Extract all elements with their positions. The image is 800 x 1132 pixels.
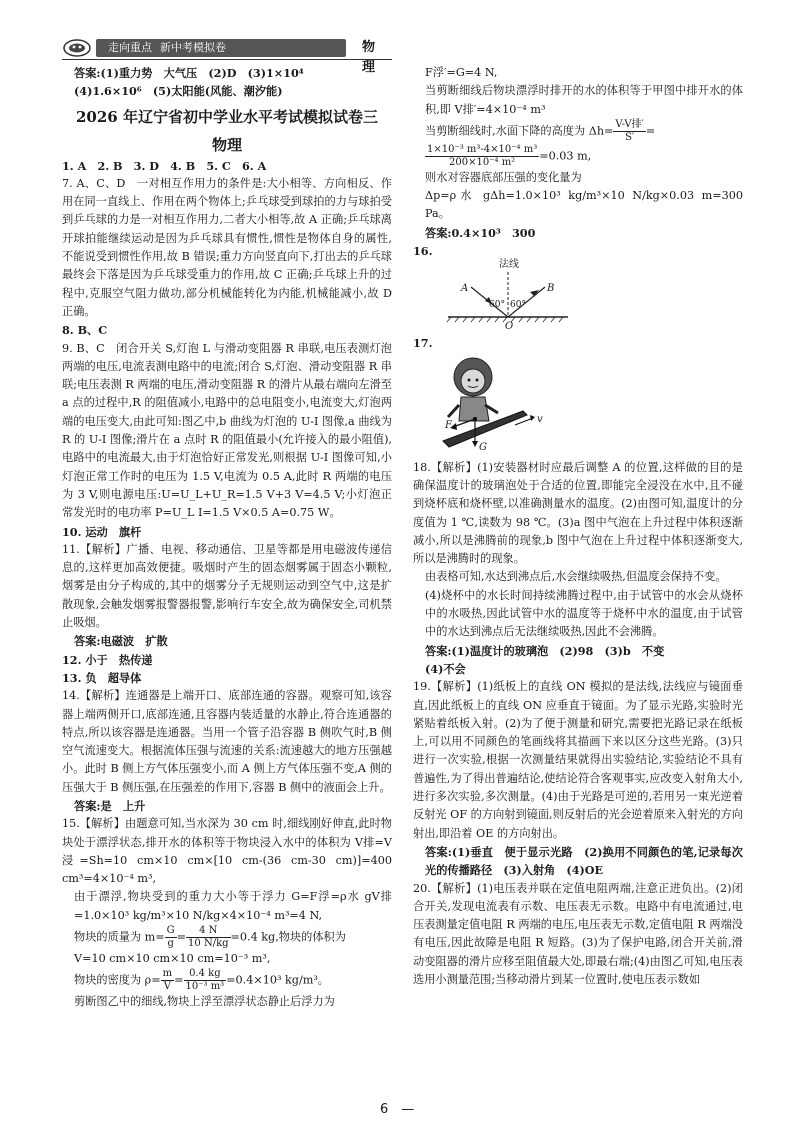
q15-cont-2: 当剪断细线后物块漂浮时排开的水的体积等于甲图中排开水的体积,即 V排′=4×10⁻⁴ m³ <box>425 84 743 116</box>
q15-mass-line <box>62 925 392 950</box>
q11-answer: 答案:电磁波 扩散 <box>74 634 168 649</box>
point-o-label: O <box>505 321 514 333</box>
prev-answer-line-2: (4)1.6×10⁶ (5)太阳能(风能、潮汐能) <box>74 84 283 99</box>
subject-label: 物理 <box>362 40 376 75</box>
fraction-denominator: 10⁻³ m³ <box>185 981 225 993</box>
fraction-denominator: S′ <box>625 131 635 143</box>
q15-mass-suffix: =0.4 kg,物块的体积为 <box>230 930 346 944</box>
fraction-numerator: 1×10⁻³ m³-4×10⁻⁴ m³ <box>427 143 538 155</box>
fraction-m-over-v <box>161 968 174 993</box>
equals-sign: = <box>645 124 656 138</box>
page-number: 6 — <box>380 1102 415 1117</box>
q12-answer: 12. 小于 热传递 <box>62 652 153 667</box>
q14-solution: 14.【解析】连通器是上端开口、底部连通的容器。观察可知,该容器上端两侧开口,底部连通,且容器内装适量的水静止,符合连通器的特点,所以该容器是连通器。当用一个管子沿容器 B 侧吹气时,B 侧空气流速变大。根据流体压强与流速的关系:流速越大的地方压强越小。此时 B 侧上方气体压强变小,而 A 侧上方气体压强不变,A 侧的压强大于 B 侧压强,在压强差的作用下,容器 B 侧中的液面会上升。 <box>62 689 392 794</box>
fraction-denominator: 200×10⁻⁴ m² <box>449 156 516 168</box>
q18-solution-c: (4)烧杯中的水长时间持续沸腾过程中,由于试管中的水会从烧杯中的水吸热,因此试管中水的温度等于烧杯中水的温度,由于试管中的水达到沸点后无法继续吸热,因此不会沸腾。 <box>425 588 743 639</box>
fraction-numerator: 4 N <box>186 925 230 938</box>
fraction-numerator: G <box>166 925 175 937</box>
q14-answer: 答案:是 上升 <box>74 798 146 813</box>
delta-h-prefix: 当剪断细线时,水面下降的高度为 Δh= <box>425 124 614 138</box>
series-banner <box>96 39 346 57</box>
velocity-v-label: v <box>537 413 543 425</box>
q15-density-prefix: 物块的密度为 ρ= <box>74 973 161 987</box>
normal-line-label: 法线 <box>499 259 519 271</box>
q7-solution: 7. A、C、D 一对相互作用力的条件是:大小相等、方向相反、作用在同一直线上、作用在两个物体上;乒乓球受到球拍的力与球拍受到乒乓球的力是一对相互作用力,二者大小相等,故 A 正确;乒乓球离开球拍能继续运动是因为乒乓球具有惯性,惯性是物体自身的属性,不能说受到惯性作用,故 B 错误;重力方向竖直向下,打出去的乒乓球最终会下落是因为乒乓球受重力的作用,故 C 正确;乒乓球上升的过程中,克服空气阻力做功,部分机械能转化为内能,机械能减小,故 D 正确。 <box>62 176 392 318</box>
fraction-denominator: g <box>167 938 174 950</box>
force-g-label: G <box>479 441 487 453</box>
q15-solution-1: 15.【解析】由题意可知,当水深为 30 cm 时,细线刚好伸直,此时物块处于漂浮状态,排开水的体积等于物块浸入水中的体积为 V排=V浸=Sh=10 cm×10 cm×[10 cm-(36 cm-30 cm)]=400 cm³=4×10⁻⁴ m³, <box>62 817 392 886</box>
q17-label: 17. <box>413 336 433 351</box>
fraction-4n-over-10nkg <box>186 925 230 950</box>
q15-cont-5: 则水对容器底部压强的变化量为 <box>425 170 582 184</box>
mc-answers: 1. A 2. B 3. D 4. B 5. C 6. A <box>62 158 267 173</box>
q8-answer: 8. B、C <box>62 323 108 338</box>
book-logo-icon <box>62 38 92 58</box>
exam-title: 2026 年辽宁省初中学业水平考试模拟试卷三 <box>76 107 378 126</box>
fraction-numerator: m <box>162 968 173 980</box>
q15-solution-2: 由于漂浮,物块受到的重力大小等于浮力 G=F浮=ρ水 gV排=1.0×10³ kg/m³×10 N/kg×4×10⁻⁴ m³=4 N, <box>74 890 392 922</box>
q18-solution: 18.【解析】(1)安装器材时应最后调整 A 的位置,这样做的目的是确保温度计的玻璃泡处于合适的位置,即能完全浸没在水中,且不碰到烧杯底和烧杯壁,以准确测量水的温度。(2)由图可知,温度计的分度值为 1 ℃,读数为 98 ℃。(3)a 图中气泡在上升过程中体积逐渐减小,所以是沸腾前的现象,b 图中气泡在上升过程中体积逐渐变大,所以是沸腾时的现象。 <box>413 460 743 566</box>
header-divider <box>62 59 392 60</box>
q15-cont-3 <box>413 119 743 144</box>
fraction-numeric-delta-h <box>425 144 539 169</box>
q18-solution-b: 由表格可知,水达到沸点后,水会继续吸热,但温度会保持不变。 <box>425 570 727 584</box>
q15-density-line <box>62 968 392 993</box>
fraction-g-over-g <box>165 925 177 950</box>
fraction-volume-over-area <box>613 119 645 144</box>
q15-volume-line: V=10 cm×10 cm×10 cm=10⁻³ m³, <box>74 952 271 966</box>
q15-cont-4 <box>413 144 743 169</box>
q9-solution: 9. B、C 闭合开关 S,灯泡 L 与滑动变阻器 R 串联,电压表测灯泡两端的电压,电流表测电路中的电流;闭合 S,灯泡、滑动变阻器 R 串联;电压表测 R 两端的电压,滑动变阻器 R 的滑片从最右端向左滑至 a 点的过程中,R 的阻值减小,电路中的总电阻变小,电流变大,灯泡两端的电压变大,由此可知:图乙中,b 曲线为灯泡的 U-I 图像,a 曲线为 R 的 U-I 图像;滑片在 a 点时 R 的阻值最小(允许接入的最小阻值),电路中的电流最大,由于灯泡恰好正常发光,则根据 U-I 图像可知,小灯泡正常工作时的电压为 1.5 V,电流为 0.5 A,此时 R 两端的电压为 3 V,则电源电压:U=U_L+U_R=1.5 V+3 V=4.5 V;小灯泡正常发光时的电功率 P=U_L I=1.5 V×0.5 A=0.75 W。 <box>62 341 392 520</box>
q15-cont-1: F浮′=G=4 N, <box>425 66 498 79</box>
fraction-denominator: 10 N/kg <box>188 938 229 950</box>
fraction-mass-over-volume <box>184 968 227 993</box>
force-f-label: F <box>445 419 452 431</box>
q15-solution-6: 剪断图乙中的细线,物块上浮至漂浮状态静止后浮力为 <box>74 995 335 1009</box>
q15-density-suffix: =0.4×10³ kg/m³。 <box>226 973 329 987</box>
series-name: 走向重点 <box>108 41 152 54</box>
delta-h-result: =0.03 m, <box>539 149 592 163</box>
q19-solution: 19.【解析】(1)纸板上的直线 ON 模拟的是法线,法线应与镜面垂直,因此纸板上的直线 ON 应垂直于镜面。为了显示光路,实验时光紧贴着纸板入射。(2)为了便于测量和研究,需要把光路记录在纸板上,可以用不同颜色的笔画线将其描画下来以区分这些光路。(3)只进行一次实验,根据一次测量结果就得出实验结论,实验结论不具有普遍性,为了得出普遍结论,使结论符合客观事实,应改变入射角大小,进行多次实验,多次测量。(4)由于光路是可逆的,若用另一束光逆着反射光 OF 的方向射到镜面,则反射后的光会逆着原来入射光的方向射出,即沿着 OE 的方向射出。 <box>413 680 743 840</box>
q16-label: 16. <box>413 244 433 259</box>
q13-answer: 13. 负 超导体 <box>62 670 142 685</box>
prev-answer-line-1: 答案:(1)重力势 大气压 (2)D (3)1×10⁴ <box>74 66 304 80</box>
q15-cont-6: Δp=ρ水 gΔh=1.0×10³ kg/m³×10 N/kg×0.03 m=300 Pa。 <box>425 189 743 221</box>
point-b-label: B <box>547 283 555 295</box>
q18-answer-2: (4)不会 <box>425 661 466 676</box>
fraction-numerator: V-V排′ <box>615 118 644 130</box>
q20-solution: 20.【解析】(1)电压表并联在定值电阻两端,注意正进负出。(2)闭合开关,发现电流表有示数、电压表无示数。电路中有电流通过,电压表测量定值电阻 R 两端的电压,电压表无示数,定值电阻 R 两端没有电压,因此故障是电阻 R 短路。(3)为了保护电路,闭合开关前,滑动变阻器的滑片应移至阻值最大处,即最右端;(4)由图乙可知,电压表选用小测量范围;当移动滑片到某一位置时,使电压表示数如 <box>413 881 743 986</box>
q17-skier-force-diagram <box>413 355 743 455</box>
equals-sign: = <box>176 930 187 944</box>
q15-answer: 答案:0.4×10³ 300 <box>425 225 536 240</box>
q15-mass-prefix: 物块的质量为 m= <box>74 930 165 944</box>
point-a-label: A <box>461 283 469 295</box>
q18-answer-1: 答案:(1)温度计的玻璃泡 (2)98 (3)b 不变 <box>425 643 665 658</box>
book-name: 新中考模拟卷 <box>160 41 226 54</box>
right-column <box>413 64 743 989</box>
angle-right-label: 60° <box>510 300 526 311</box>
q11-solution: 11.【解析】广播、电视、移动通信、卫星等都是用电磁波传递信息的,这样更加高效便捷。吸烟时产生的固态烟雾属于固态小颗粒,烟雾是由分子构成的,其中的烟雾分子无规则运动到空气中,这是扩散现象,会触发烟雾报警器报警,影响行车安全,故为确保安全,司机禁止吸烟。 <box>62 542 392 630</box>
q19-answer: 答案:(1)垂直 便于显示光路 (2)换用不同颜色的笔,记录每次光的传播路径 (3)入射角 (4)OE <box>425 844 743 878</box>
fraction-numerator: 0.4 kg <box>184 968 227 981</box>
angle-left-label: 60° <box>489 300 505 311</box>
equals-sign: = <box>174 973 184 987</box>
q10-answer: 10. 运动 旗杆 <box>62 524 142 539</box>
exam-subject-title: 物理 <box>211 135 242 154</box>
left-column <box>62 64 392 1012</box>
q16-reflection-diagram <box>413 259 743 333</box>
fraction-denominator: V <box>163 981 171 993</box>
